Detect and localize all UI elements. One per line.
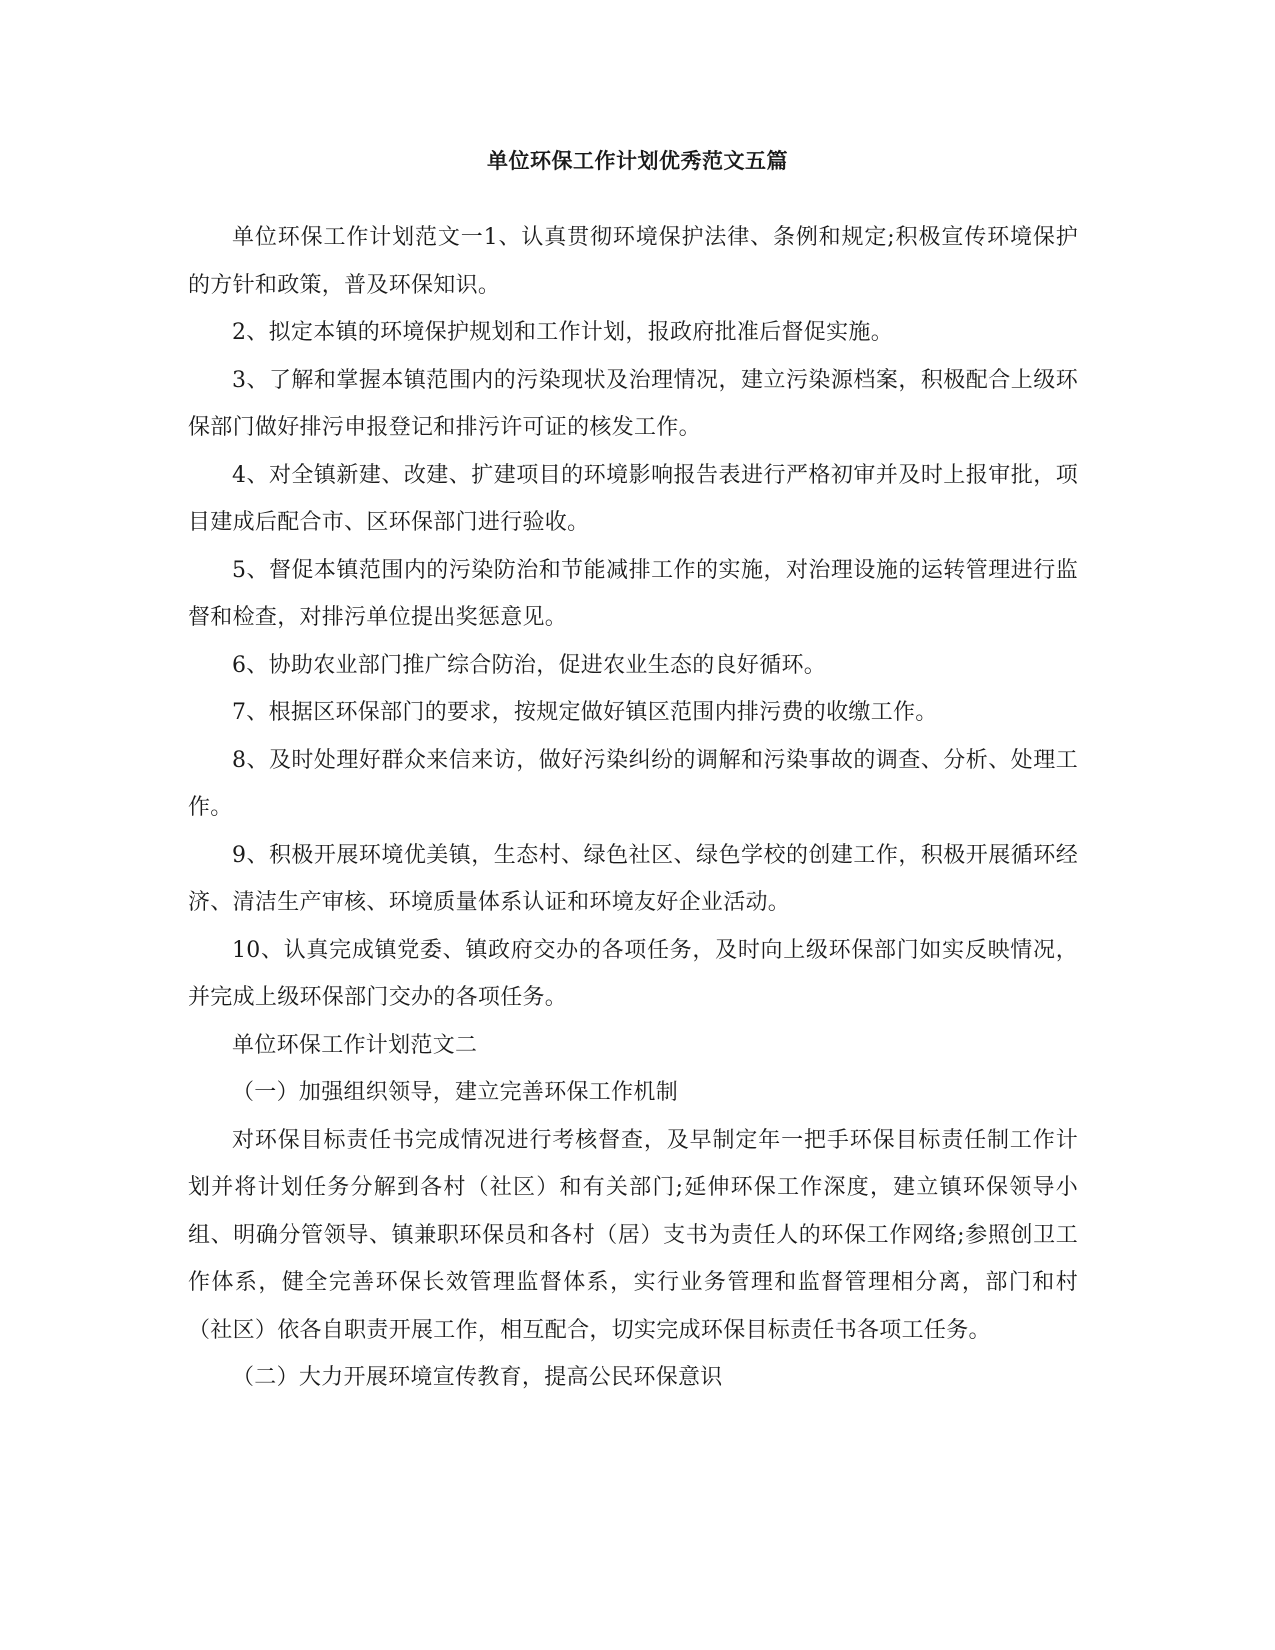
paragraph-item-7: 7、根据区环保部门的要求，按规定做好镇区范围内排污费的收缴工作。 <box>232 700 938 725</box>
section-heading-plan-two: 单位环保工作计划范文二 <box>232 1032 478 1058</box>
subheading-two: （二）大力开展环境宣传教育，提高公民环保意识 <box>232 1365 723 1390</box>
document-title: 单位环保工作计划优秀范文五篇 <box>487 148 788 173</box>
document-body <box>188 214 1078 1402</box>
paragraph-item-4: 4、对全镇新建、改建、扩建项目的环境影响报告表进行严格初审并及时上报审批，项目建成后配合市、区环保部门进行验收。 <box>188 462 1078 535</box>
paragraph-plan-one-item-1: 单位环保工作计划范文一1、认真贯彻环境保护法律、条例和规定;积极宣传环境保护的方针和政策，普及环保知识。 <box>188 225 1078 298</box>
subheading-one: （一）加强组织领导，建立完善环保工作机制 <box>232 1080 679 1105</box>
paragraph-item-5: 5、督促本镇范围内的污染防治和节能减排工作的实施，对治理设施的运转管理进行监督和检查，对排污单位提出奖惩意见。 <box>188 557 1078 630</box>
paragraph-item-8: 8、及时处理好群众来信来访，做好污染纠纷的调解和污染事故的调查、分析、处理工作。 <box>188 747 1078 820</box>
paragraph-item-6: 6、协助农业部门推广综合防治，促进农业生态的良好循环。 <box>232 652 827 678</box>
paragraph-item-2: 2、拟定本镇的环境保护规划和工作计划，报政府批准后督促实施。 <box>232 320 893 345</box>
paragraph-item-9: 9、积极开展环境优美镇，生态村、绿色社区、绿色学校的创建工作，积极开展循环经济、清洁生产审核、环境质量体系认证和环境友好企业活动。 <box>188 842 1078 915</box>
paragraph-organization: 对环保目标责任书完成情况进行考核督查，及早制定年一把手环保目标责任制工作计划并将计划任务分解到各村（社区）和有关部门;延伸环保工作深度，建立镇环保领导小组、明确分管领导、镇兼职环保员和各村（居）支书为责任人的环保工作网络;参照创卫工作体系，健全完善环保长效管理监督体系，实行业务管理和监督管理相分离，部门和村（社区）依各自职责开展工作，相互配合，切实完成环保目标责任书各项工任务。 <box>188 1127 1078 1343</box>
paragraph-item-3: 3、了解和掌握本镇范围内的污染现状及治理情况，建立污染源档案，积极配合上级环保部门做好排污申报登记和排污许可证的核发工作。 <box>188 367 1078 440</box>
paragraph-item-10: 10、认真完成镇党委、镇政府交办的各项任务，及时向上级环保部门如实反映情况，并完成上级环保部门交办的各项任务。 <box>188 937 1078 1010</box>
